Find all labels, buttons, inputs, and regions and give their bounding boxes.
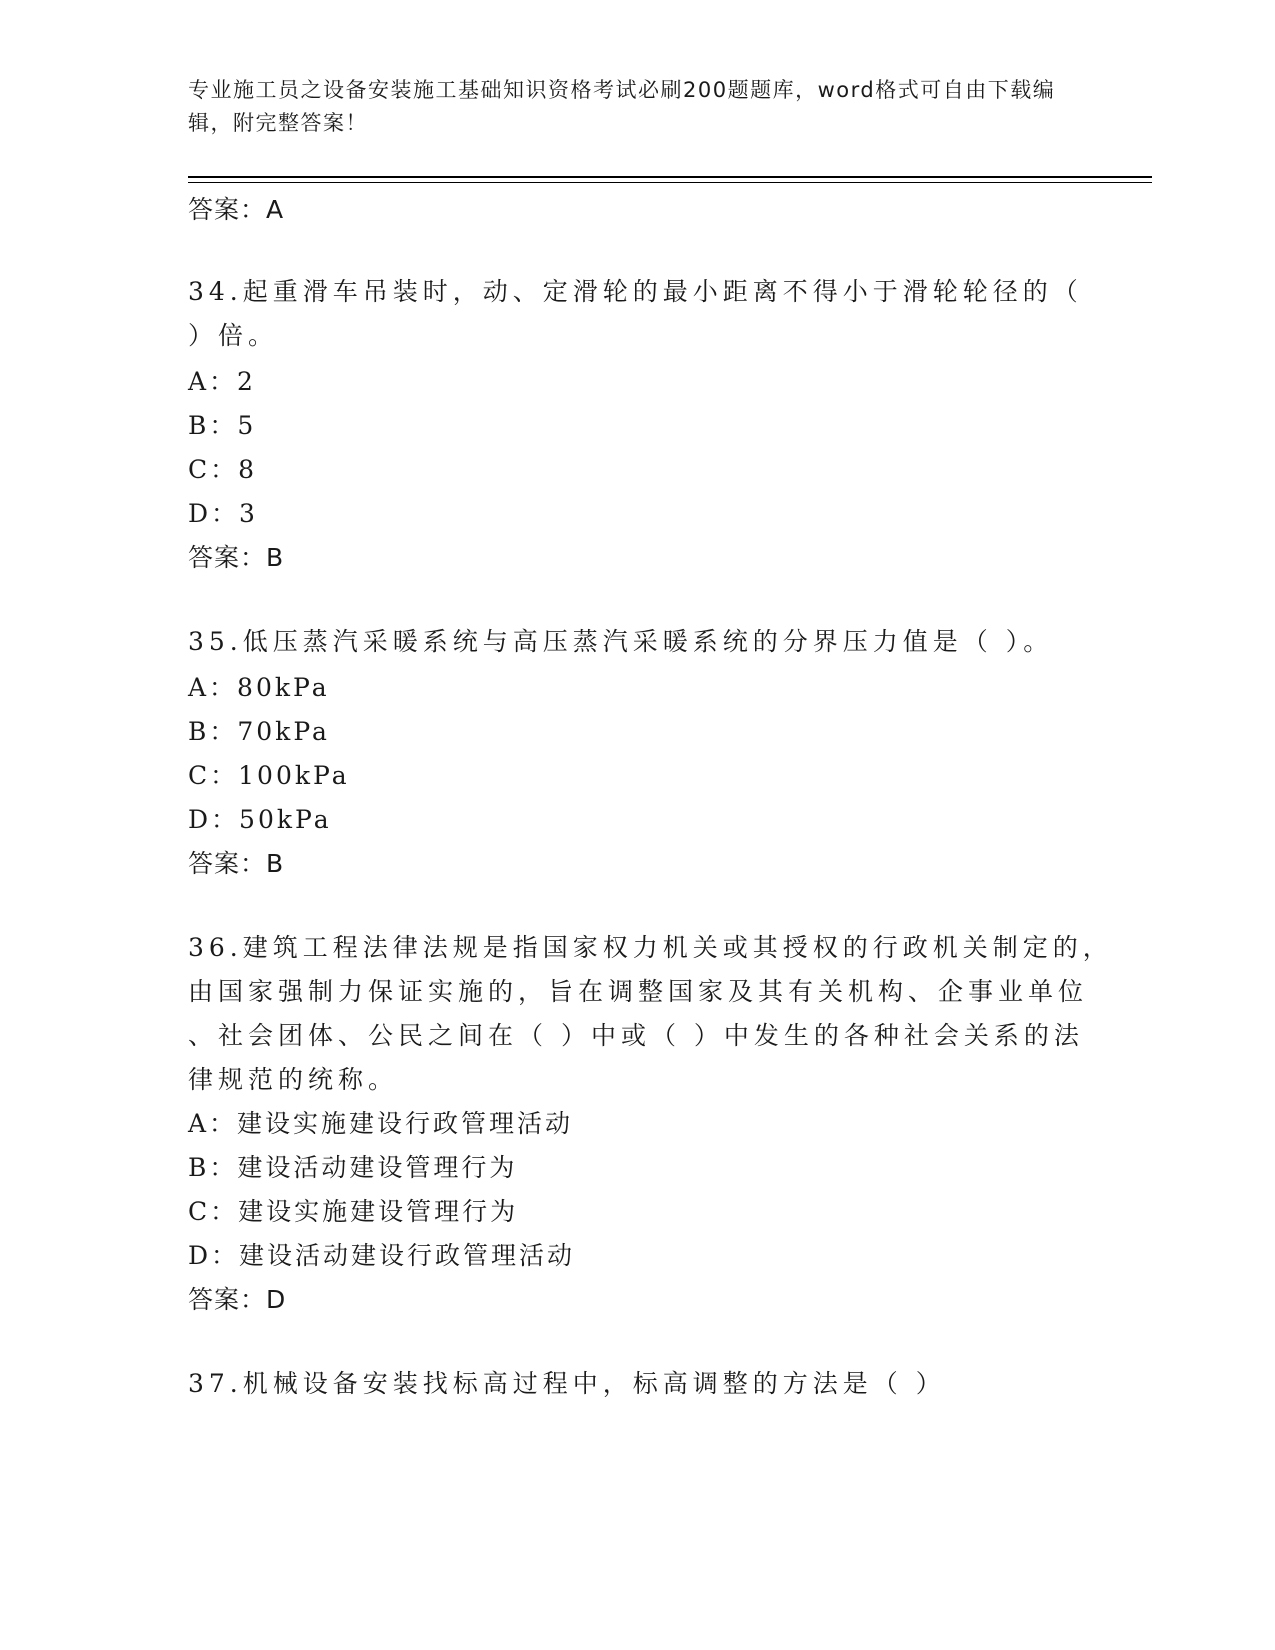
question-34-option-c: C：8	[188, 455, 258, 484]
answer-line: 答案：A	[188, 195, 285, 224]
question-35-option-d: D：50kPa	[188, 805, 332, 834]
question-36-option-b: B：建设活动建设管理行为	[188, 1153, 518, 1182]
header-rule	[188, 176, 1152, 178]
question-34-answer: 答案：B	[188, 543, 285, 572]
question-34-text-cont: ）倍。	[188, 321, 279, 350]
question-35-text: 35.低压蒸汽采暖系统与高压蒸汽采暖系统的分界压力值是（ ）。	[188, 627, 1054, 656]
question-36-option-d: D：建设活动建设行政管理活动	[188, 1241, 576, 1270]
question-34-option-d: D：3	[188, 499, 258, 528]
question-36-text-cont-2: 、社会团体、公民之间在（ ）中或（ ）中发生的各种社会关系的法	[188, 1021, 1084, 1050]
question-34-text: 34.起重滑车吊装时，动、定滑轮的最小距离不得小于滑轮轮径的（	[188, 277, 1083, 306]
question-35-option-c: C：100kPa	[188, 761, 350, 790]
question-35-option-b: B：70kPa	[188, 717, 330, 746]
question-35-answer: 答案：B	[188, 849, 285, 878]
question-36-option-a: A：建设实施建设行政管理活动	[188, 1109, 574, 1138]
question-35-option-a: A：80kPa	[188, 673, 330, 702]
header-rule-thin	[188, 182, 1152, 183]
question-36-option-c: C：建设实施建设管理行为	[188, 1197, 519, 1226]
question-36-text-cont-3: 律规范的统称。	[188, 1065, 399, 1094]
question-34-option-a: A：2	[188, 367, 256, 396]
question-34-option-b: B：5	[188, 411, 257, 440]
question-36-answer: 答案：D	[188, 1285, 287, 1314]
question-37-text: 37.机械设备安装找标高过程中，标高调整的方法是（ ）	[188, 1369, 946, 1398]
question-36-text-cont-1: 由国家强制力保证实施的，旨在调整国家及其有关机构、企事业单位	[188, 977, 1089, 1006]
question-36-text: 36.建筑工程法律法规是指国家权力机关或其授权的行政机关制定的，	[188, 933, 1113, 962]
document-header-title: 专业施工员之设备安装施工基础知识资格考试必刷200题题库，word格式可自由下载编辑，附完整答案！	[188, 78, 1056, 135]
